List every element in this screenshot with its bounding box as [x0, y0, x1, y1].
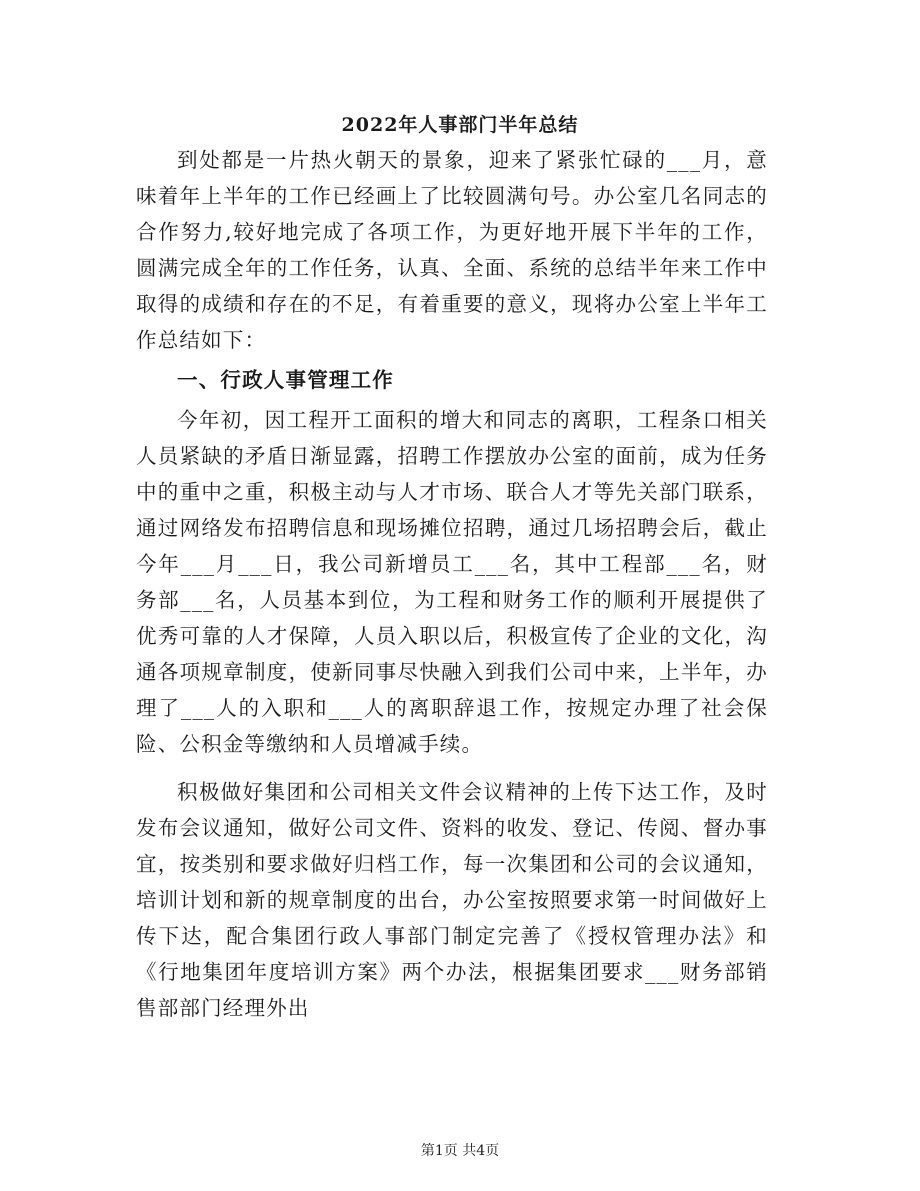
paragraph-gap [136, 762, 768, 774]
intro-paragraph: 到处都是一片热火朝天的景象，迎来了紧张忙碌的___月，意味着年上半年的工作已经画上了比较圆满句号。办公室几名同志的合作努力,较好地完成了各项工作，为更好地开展下半年的工作，圆满完成全年的工作任务，认真、全面、系统的总结半年来工作中取得的成绩和存在的不足，有着重要的意义，现将办公室上半年工作总结如下： [136, 148, 768, 352]
page-footer: 第1页 共4页 [420, 1143, 500, 1159]
section-heading: 一、行政人事管理工作 [177, 368, 394, 392]
document-title: 2022年人事部门半年总结 [341, 114, 579, 136]
section-paragraph-1: 今年初，因工程开工面积的增大和同志的离职，工程条口相关人员紧缺的矛盾日渐显露，招聘工作摆放办公室的面前，成为任务中的重中之重，积极主动与人才市场、联合人才等先关部门联系，通过网络发布招聘信息和现场摊位招聘，通过几场招聘会后，截止今年___月___日，我公司新增员工___名，其中工程部___名，财务部___名，人员基本到位，为工程和财务工作的顺利开展提供了优秀可靠的人才保障，人员入职以后，积极宣传了企业的文化，沟通各项规章制度，使新同事尽快融入到我们公司中来，上半年，办理了___人的入职和___人的离职辞退工作，按规定办理了社会保险、公积金等缴纳和人员增减手续。 [136, 408, 768, 756]
document-body [136, 142, 768, 1026]
section-paragraph-2: 积极做好集团和公司相关文件会议精神的上传下达工作，及时发布会议通知，做好公司文件、资料的收发、登记、传阅、督办事宜，按类别和要求做好归档工作，每一次集团和公司的会议通知，培训计划和新的规章制度的出台，办公室按照要求第一时间做好上传下达，配合集团行政人事部门制定完善了《授权管理办法》和《行地集团年度培训方案》两个办法，根据集团要求___财务部销售部部门经理外出 [136, 780, 768, 1020]
